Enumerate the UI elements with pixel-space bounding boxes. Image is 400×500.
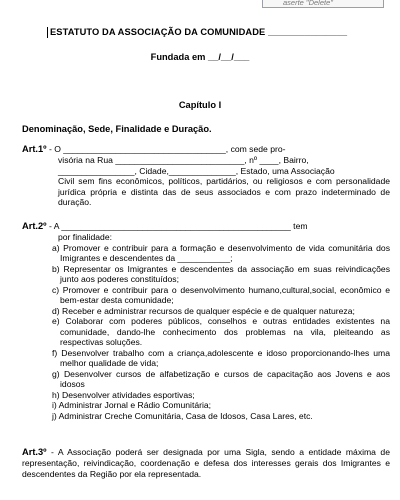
art3-label: Art.3º	[22, 447, 47, 457]
art2-item-j: j) Administrar Creche Comunitária, Casa de Idosos, Casa Lares, etc.	[52, 410, 313, 421]
art1-line-2: visória na Rua ___________________________, nº ____, Bairro,	[58, 155, 309, 166]
document-title	[47, 27, 380, 38]
article-3	[22, 447, 390, 479]
section-heading: Denominação, Sede, Finalidade e Duração.	[22, 124, 212, 134]
art2-item-f: f) Desenvolver trabalho com a criança,adolescente e idoso proporcionando-lhes uma melhor qualidade de vida;	[52, 347, 390, 369]
title-text: ESTATUTO DA ASSOCIAÇÃO DA COMUNIDADE	[50, 27, 266, 37]
art1-line-3: ________________, Cidade,______________, Estado, uma Associação	[58, 165, 335, 176]
art2-item-i: i) Administrar Jornal e Rádio Comunitária;	[52, 400, 212, 411]
art3-text: Art.3º - A Associação poderá ser designada por uma Sigla, sendo a entidade máxima de representação, reivindicação, coordenação e defesa dos interesses gerais dos Imigrantes e descendentes da Região por ela representada.	[22, 447, 390, 479]
art1-label: Art.1º	[22, 144, 47, 154]
art2-item-h: h) Desenvolver atividades esportivas;	[52, 389, 195, 400]
founded-date-line: Fundada em __/__/___	[150, 52, 250, 62]
title-blank: _______________	[268, 27, 348, 37]
art2-item-b: b) Representar os Imigrantes e descendentes da associação em suas reivindicações junto aos poderes constituídos;	[52, 263, 390, 285]
art2-item-d: d) Receber e administrar recursos de qualquer espécie e de qualquer natureza;	[52, 305, 355, 316]
art2-item-g: g) Desenvolver cursos de alfabetização e cursos de capacitação aos Jovens e aos idosos	[52, 368, 390, 390]
art1-line-1: Art.1º - O __________________________________, com sede pro-	[22, 144, 286, 154]
art2-intro: Art.2º - A ________________________________________________ tem	[22, 221, 308, 231]
delete-hint-tag: aserte "Delete"	[262, 0, 384, 8]
article-2	[22, 221, 390, 421]
art2-intro-2: por finalidade:	[58, 232, 112, 243]
art2-label: Art.2º	[22, 221, 47, 231]
chapter-heading: Capítulo I	[178, 100, 222, 110]
art2-item-c: c) Promover e contribuir para o desenvolvimento humano,cultural,social, econômico e bem-estar desta comunidade;	[52, 284, 390, 306]
art2-item-a: a) Promover e contribuir para a formação e desenvolvimento de vida comunitária dos Imigrantes e descendentes da ___________;	[52, 242, 390, 264]
art1-body: Civil sem fins econômicos, políticos, partidários, ou religiosos e com personalidade jurídica própria e distinta das de seus associados e com prazo indeterminado de duração.	[58, 176, 390, 208]
art2-item-e: e) Colaborar com poderes públicos, conselhos e outras entidades existentes na comunidade, dando-lhe conhecimento dos problemas na vila, pleiteando as respectivas soluções.	[52, 316, 390, 348]
article-1	[22, 144, 390, 208]
